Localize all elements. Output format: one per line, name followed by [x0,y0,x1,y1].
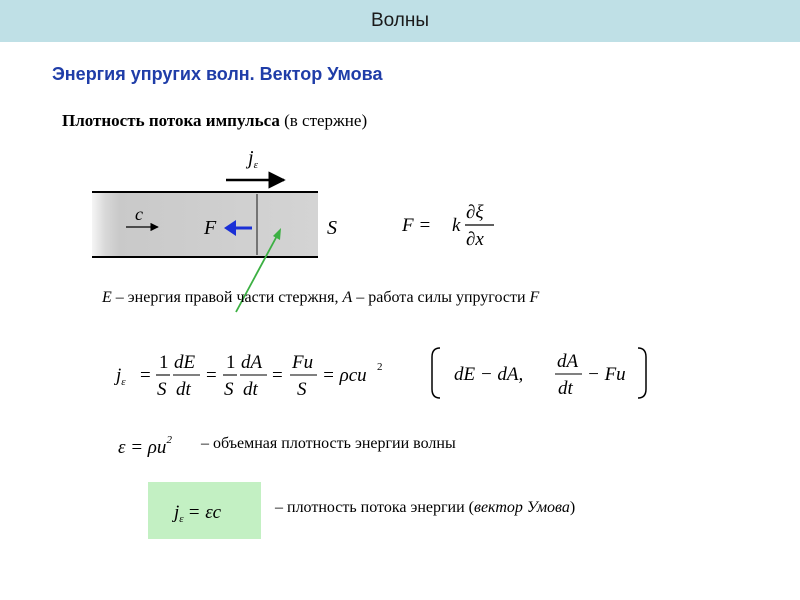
flux-tail: = ρcu [322,365,367,386]
force-formula-num: ∂ξ [466,202,484,223]
bracket-formula [428,345,653,403]
frac3-num: 1 [226,352,236,373]
svg-text:ε = ρu2 [118,434,172,458]
subtitle-bold: Плотность потока импульса [62,111,280,130]
bracket-tail: − Fu [587,364,626,385]
area-label: S [327,217,337,239]
force-label: F [204,217,217,239]
left-bracket [432,348,440,398]
force-formula-den: ∂x [466,229,484,250]
flux-lhs: $j_\varepsilon$ [116,365,126,388]
frac2-den: dt [176,379,191,400]
frac5-num: Fu [292,352,314,373]
bracket-frac-den: dt [558,378,573,399]
frac2-num: dE [174,352,196,373]
frac1-num: 1 [159,352,169,373]
umov-text-after: ) [569,499,576,516]
flux-formula [114,344,394,404]
frac5-den: S [297,379,307,400]
subtitle [62,111,367,131]
umov-sub: ε [179,513,184,525]
header-title: Волны [370,10,430,31]
speed-label: c [135,204,143,224]
a-text: – работа силы упругости [352,289,530,306]
umov-formula [148,482,261,539]
frac4-den: dt [243,379,258,400]
right-bracket [638,348,646,398]
subtitle-rest: (в стержне) [279,111,368,130]
frac1-den: S [157,379,167,400]
slide-title: Энергия упругих волн. Вектор Умова [52,64,383,84]
umov-text-before: – плотность потока энергии ( [275,499,474,516]
bracket-part1: dE − dA, [454,364,524,385]
force-formula [400,194,510,254]
force-formula-coef: k [452,215,461,236]
e-text: – энергия правой части стержня, [111,289,343,306]
force-formula-lhs: F = [402,215,432,236]
umov-text-italic: вектор Умова [474,499,570,516]
umov-formula-box [148,482,261,539]
svg-text:jε= εc [171,502,222,525]
flux-tail-square: 2 [377,361,383,373]
description-line [102,289,539,307]
energy-density-text: – объемная плотность энергии волны [201,435,456,452]
slide-header [0,0,800,42]
eq-sign-2: = [206,365,217,386]
e-symbol: E [102,289,112,306]
a-symbol: A [342,289,353,306]
energy-density-main: ε = ρu [118,437,167,458]
umov-text [275,499,575,517]
umov-j: j [174,502,180,523]
energy-density-formula [118,428,198,462]
flux-label: $j_\varepsilon$ [248,147,258,171]
bracket-frac-num: dA [557,351,579,372]
umov-rest: = εc [187,502,222,523]
energy-density-square: 2 [166,434,172,446]
frac3-den: S [224,379,234,400]
eq-sign-1: = [140,365,151,386]
eq-sign-3: = [272,365,283,386]
f-symbol: F [529,289,540,306]
frac4-num: dA [241,352,263,373]
